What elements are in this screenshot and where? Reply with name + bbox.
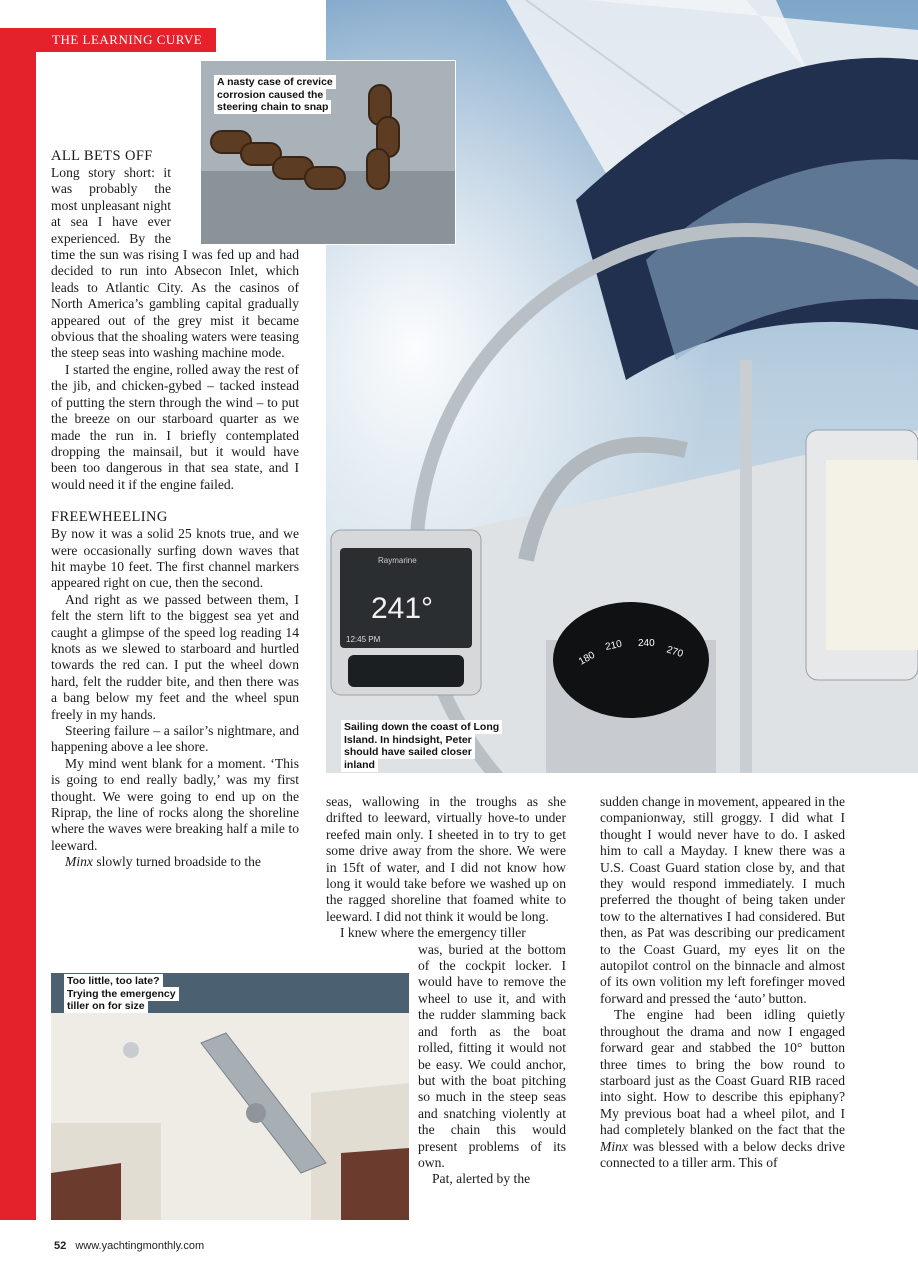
column-1 [51, 148, 299, 958]
col1-paragraph-3: By now it was a solid 25 knots true, and we were occasionally surfing down waves that hit maybe 10 feet. The first channel markers appeared right on cue, then the second. [51, 526, 299, 591]
col2-paragraph-3: Pat, alerted by the [432, 1171, 531, 1187]
col3-paragraph-1: sudden change in movement, appeared in the companionway, still groggy. I did what I thought I would never have to do. I asked him to call a Mayday. I knew there was a U.S. Coast Guard station close by, and that they would respond immediately. I much preferred the thought of being taken under tow to the alternatives I had considered. But then, as Pat was describing our predicament to the Coast Guard, my eyes lit on the autopilot control on the binnacle and almost of its own volition my left forefinger moved forward and pressed the ‘auto’ button. [600, 794, 845, 1006]
tiller-caption: Too little, too late? Trying the emergency tiller on for size [64, 975, 182, 1013]
col2-paragraph-1: seas, wallowing in the troughs as she drifted to leeward, virtually hove-to under reefed main only. I sheeted in to try to get some drive away from the shore. We were in 15ft of water, and I did not know how long it would take before we washed up on the ragged shoreline that foamed white to leeward. I did not think it would be long. [326, 794, 566, 924]
col2-paragraph-2b: was, buried at the bottom of the cockpit locker. I would have to remove the wheel to use it, and with the rudder slamming back and forth as the boat rolled, fitting it would not be easy. We could anchor, but with the boat pitching so much in the steep seas and snatching violently at the chain this would present problems of its own. [418, 941, 566, 1170]
column-2 [326, 794, 566, 1224]
col1-paragraph-5: Steering failure – a sailor’s nightmare, and happening above a lee shore. [51, 723, 299, 755]
heading-all-bets-off: ALL BETS OFF [51, 148, 153, 164]
col1-paragraph-4: And right as we passed between them, I felt the stern lift to the biggest sea yet and caught a glimpse of the speed log reading 14 knots as we slewed to starboard and hurtled towards the red can. I put the wheel down hard, felt the rudder bite, and then there was a bang below my feet and the wheel spun freely in my hands. [51, 591, 299, 722]
compass-label-240: 240 [638, 638, 655, 649]
col2-indent-block [418, 942, 566, 1188]
col1-paragraph-1: Long story short: it was probably the most unpleasant night at sea I have ever experienced. By the time the sun was rising I was fed up and had decided to run into Absecon Inlet, which leads to Atlantic City. As the casinos of North America’s gambling capital gradually appeared out of the grey mist it became obvious that the shoaling waters were teasing the steep seas into washing machine mode. [51, 165, 299, 361]
section-tab: THE LEARNING CURVE [36, 28, 216, 52]
instrument-time: 12:45 PM [346, 635, 381, 644]
heading-freewheeling: FREEWHEELING [51, 509, 168, 526]
page-number: 52 [54, 1240, 67, 1252]
col1-paragraph-7: Minx slowly turned broadside to the [65, 854, 261, 870]
col1-paragraph-6: My mind went blank for a moment. ‘This is going to end really badly,’ was my first thought. We were going to end up on the Riprap, the line of rocks along the shoreline where the waves were breaking half a mile to leeward. [51, 755, 299, 853]
chain-caption: A nasty case of crevice corrosion caused the steering chain to snap [214, 76, 338, 114]
website-link[interactable]: www.yachtingmonthly.com [75, 1240, 205, 1252]
helm-caption: Sailing down the coast of Long Island. In hindsight, Peter should have sailed closer inland [341, 721, 505, 771]
chain-photo-spacer [171, 148, 300, 244]
instrument-brand: Raymarine [378, 556, 417, 565]
col3-paragraph-2: The engine had been idling quietly throughout the drama and now I engaged forward gear and stabbed the 10° button three times to bring the bow round to starboard just as the Coast Guard RIB raced into sight. How to describe this epiphany? My previous boat had a wheel pilot, and I had completely blanked on the fact that the Minx was blessed with a below decks drive connected to a tiller arm. This of [600, 1007, 845, 1170]
col2-paragraph-2a: I knew where the emergency tiller [340, 925, 526, 941]
red-margin-bar [0, 28, 36, 1220]
boat-name-2: Minx [600, 1138, 628, 1154]
column-3 [600, 794, 845, 1224]
compass-label-270: 270 [665, 644, 685, 661]
col1-paragraph-2: I started the engine, rolled away the rest of the jib, and chicken-gybed – tacked instead of putting the stern through the wind – to put the breeze on our starboard quarter as we made the run in. I briefly contemplated dropping the mainsail, but it would have been too dangerous in that sea state, and I would need it if the engine failed. [51, 361, 299, 492]
compass-label-210: 210 [604, 638, 623, 653]
boat-name: Minx [65, 854, 93, 870]
instrument-heading: 241° [371, 592, 434, 625]
compass-label-180: 180 [577, 649, 597, 668]
page-footer [54, 1240, 204, 1252]
